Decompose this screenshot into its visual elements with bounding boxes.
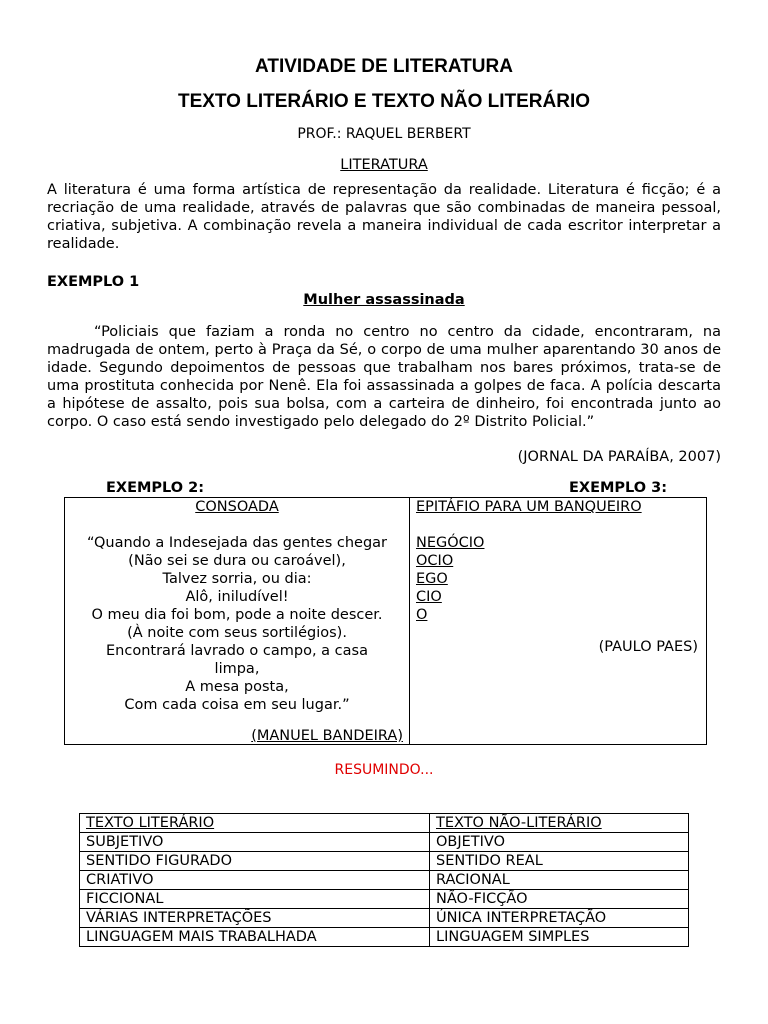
example-1-text: “Policiais que faziam a ronda no centro no centro da cidade, encontraram, na madrugada de ontem, perto à Praça da Sé, o corpo de uma mulher aparentando 30 anos de idade. Segundo depoimentos de pessoas que trabalham nos bares próximos, trata-se de uma prostituta conhecida por Nenê. Ela foi assassinada a golpes de faca. A polícia descarta a hipótese de assalto, pois sua bolsa, com a carteira de dinheiro, foi encontrada junto ao corpo. O caso está sendo investigado pelo delegado do 2º Distrito Policial.” [47,324,721,430]
verse-line: Alô, iniludível! [185,589,289,605]
table-row [80,909,689,928]
document-subtitle: TEXTO LITERÁRIO E TEXTO NÃO LITERÁRIO [177,91,591,112]
table-cell: OBJETIVO [430,833,689,852]
table-header-row [80,814,689,833]
verse-line: limpa, [214,661,260,677]
table-cell: SENTIDO FIGURADO [80,852,430,871]
epitaph-word: OCIO [416,553,454,569]
example-3-label: EXEMPLO 3: [569,480,668,496]
example-1-label: EXEMPLO 1 [47,274,140,290]
verse-line: Com cada coisa em seu lugar.” [124,697,350,713]
summary-label: RESUMINDO... [334,762,434,778]
epitaph-word: O [416,607,428,623]
table-cell: SENTIDO REAL [430,852,689,871]
epitaph-word: CIO [416,589,442,605]
poem-epitafio-author: (PAULO PAES) [598,639,698,655]
poem-epitafio [410,498,706,744]
table-row [80,852,689,871]
table-cell: NÃO-FICÇÃO [430,890,689,909]
example-1-title: Mulher assassinada [303,292,465,308]
table-cell: VÁRIAS INTERPRETAÇÕES [80,909,430,928]
verse-line: O meu dia foi bom, pode a noite descer. [91,607,383,623]
poem-consoada-verses [69,534,405,714]
verse-line: (Não sei se dura ou caroável), [128,553,346,569]
poem-consoada [65,498,410,744]
table-cell: RACIONAL [430,871,689,890]
table-cell: SUBJETIVO [80,833,430,852]
poem-epitafio-words [416,534,484,624]
document-title: ATIVIDADE DE LITERATURA [255,56,513,77]
epitaph-word: NEGÓCIO [416,535,485,551]
table-cell: FICCIONAL [80,890,430,909]
poems-box [64,497,707,745]
table-row [80,833,689,852]
verse-line: “Quando a Indesejada das gentes chegar [86,535,387,551]
poem-epitafio-title: EPITÁFIO PARA UM BANQUEIRO [416,499,642,515]
verse-line: (À noite com seus sortilégios). [127,625,347,641]
verse-line: A mesa posta, [185,679,289,695]
teacher-name: PROF.: RAQUEL BERBERT [297,126,471,142]
example-2-label: EXEMPLO 2: [106,480,205,496]
verse-line: Encontrará lavrado o campo, a casa [106,643,368,659]
table-header-cell: TEXTO NÃO-LITERÁRIO [430,814,689,833]
table-row [80,871,689,890]
example-1-source: (JORNAL DA PARAÍBA, 2007) [517,449,721,465]
comparison-table [79,813,689,947]
table-cell: ÚNICA INTERPRETAÇÃO [430,909,689,928]
table-row [80,928,689,947]
table-row [80,890,689,909]
verse-line: Talvez sorria, ou dia: [162,571,312,587]
table-cell: LINGUAGEM SIMPLES [430,928,689,947]
table-cell: CRIATIVO [80,871,430,890]
poem-consoada-author: (MANUEL BANDEIRA) [251,728,403,744]
epitaph-word: EGO [416,571,448,587]
literature-heading: LITERATURA [340,157,428,173]
table-cell: LINGUAGEM MAIS TRABALHADA [80,928,430,947]
intro-paragraph: A literatura é uma forma artística de representação da realidade. Literatura é ficção; é a recriação de uma realidade, através de palavras que são combinadas de maneira pessoal, criativa, subjetiva. A combinação revela a maneira individual de cada escritor interpretar a realidade. [47,182,721,252]
poem-consoada-title: CONSOADA [195,499,279,515]
table-header-cell: TEXTO LITERÁRIO [80,814,430,833]
